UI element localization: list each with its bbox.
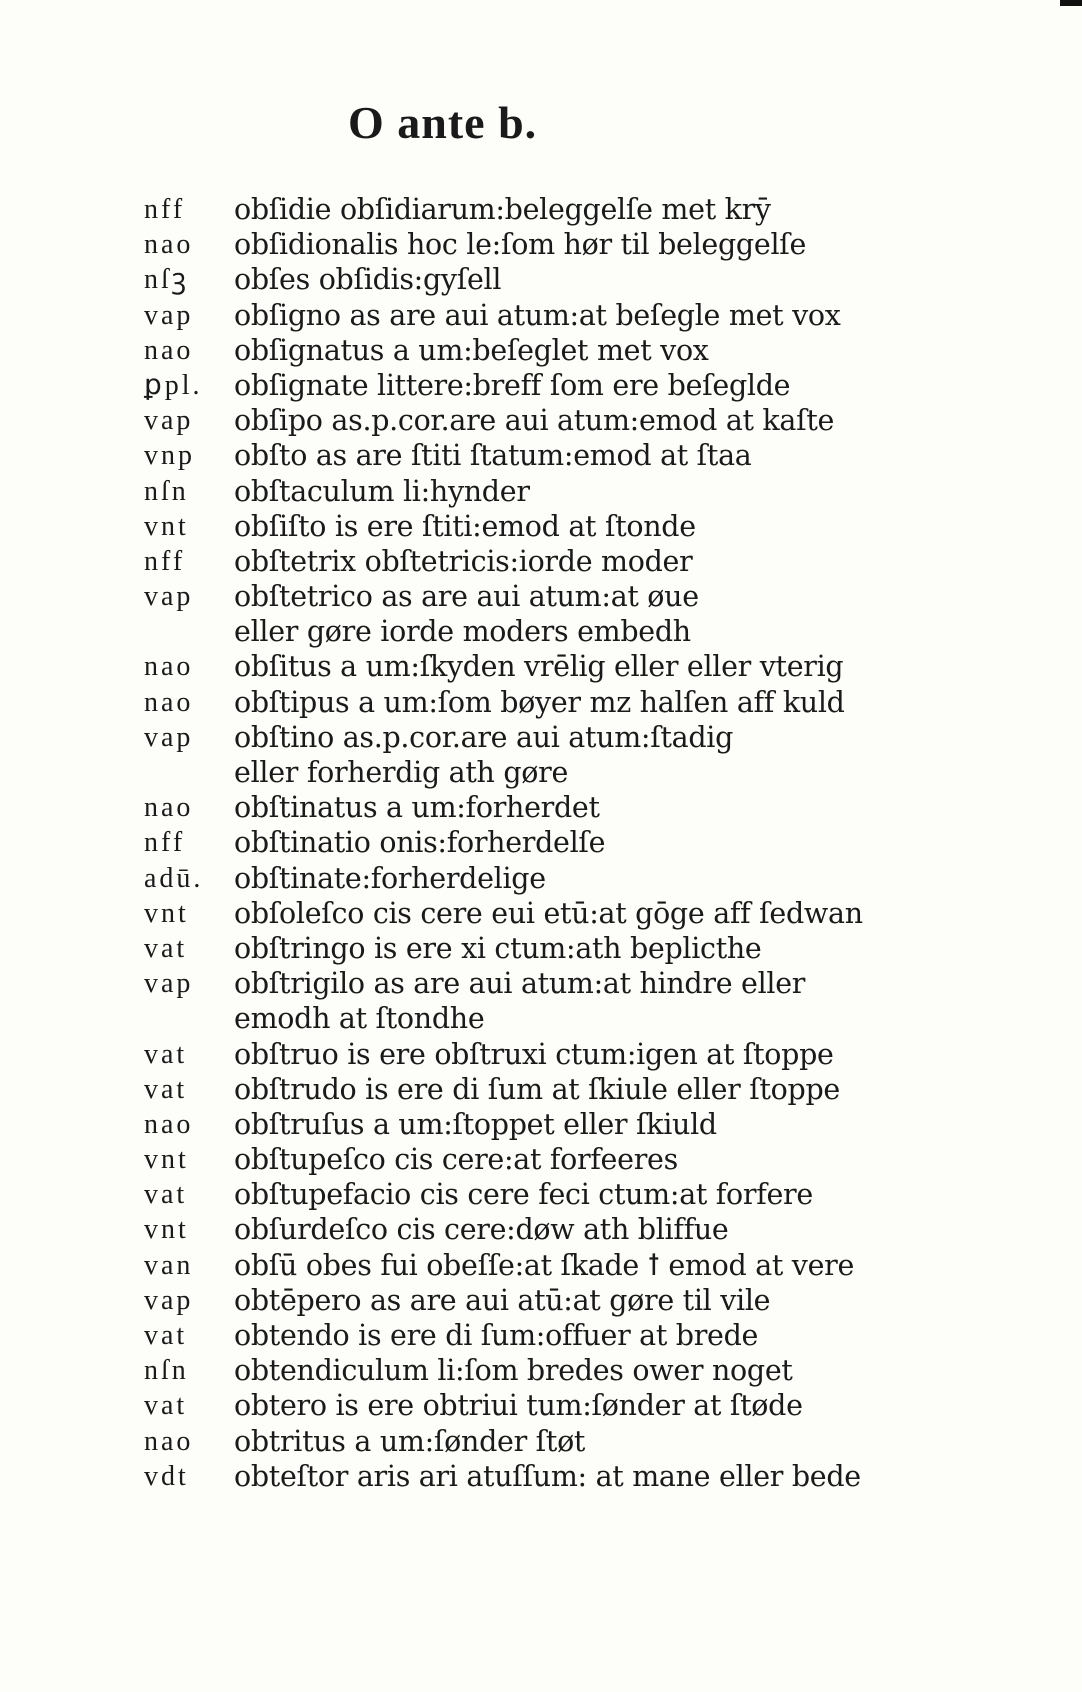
dictionary-entry: [0, 1424, 1082, 1459]
entry-text: obſes obſidis:gyſell: [234, 263, 502, 297]
dictionary-entry: [0, 262, 1082, 297]
grammar-code: nff: [144, 194, 186, 225]
dictionary-entry: [0, 1177, 1082, 1212]
dictionary-entry: [0, 685, 1082, 720]
dictionary-entry: [0, 1142, 1082, 1177]
dictionary-entry: [0, 1318, 1082, 1353]
grammar-code: nſꝫ: [144, 264, 190, 296]
entry-text: obſignate littere:breff ſom ere beſeglde: [234, 368, 791, 402]
grammar-code: vnt: [144, 1214, 189, 1246]
entry-text: obtēpero as are aui atū:at gøre til vile: [234, 1283, 771, 1317]
entry-line: [0, 403, 1082, 438]
entry-line: [0, 1283, 1082, 1318]
entry-line: [0, 1459, 1082, 1494]
entry-text: obſtino as.p.cor.are aui atum:ſtadig: [234, 720, 734, 754]
entry-line: [0, 1424, 1082, 1459]
grammar-code: vap: [144, 968, 194, 1000]
grammar-code: nao: [144, 334, 194, 366]
entry-text: obſtrigilo as are aui atum:at hindre eller: [234, 967, 806, 1001]
grammar-code: vap: [144, 581, 194, 613]
entry-text: obſurdeſco cis cere:døw ath bliffue: [234, 1213, 729, 1247]
dictionary-entry: [0, 298, 1082, 333]
entry-text: obſoleſco cis cere eui etū:at gōge aff ſedwan: [234, 896, 863, 930]
grammar-code: vat: [144, 1038, 188, 1070]
grammar-code: vat: [144, 1073, 188, 1105]
dictionary-entry: [0, 1248, 1082, 1283]
entry-text: obſtinatus a um:forherdet: [234, 791, 600, 825]
entry-line: [0, 368, 1082, 403]
entry-line: [0, 298, 1082, 333]
entry-text: obtendiculum li:ſom bredes ower noget: [234, 1354, 793, 1388]
entry-text: obtero is ere obtriui tum:ſønder at ſtøde: [234, 1389, 803, 1423]
entry-line: [0, 790, 1082, 825]
entry-text: obteſtor aris ari atuſſum: at mane eller bede: [234, 1459, 861, 1493]
page-title: O ante b.: [348, 97, 538, 148]
entry-text: obſigno as are aui atum:at beſegle met vox: [234, 298, 841, 332]
entry-line: [0, 579, 1082, 614]
entry-text: obſtinate:forherdelige: [234, 861, 546, 895]
entry-line: [0, 1248, 1082, 1283]
entry-text: obſtruo is ere obſtruxi ctum:igen at ſtoppe: [234, 1037, 834, 1071]
entry-text: obſtetrico as are aui atum:at øue: [234, 580, 699, 614]
entry-line: [0, 227, 1082, 262]
dictionary-entry: [0, 790, 1082, 825]
entry-text: obſtupefacio cis cere feci ctum:at forfere: [234, 1178, 813, 1212]
entry-line: [0, 649, 1082, 684]
dictionary-entry: [0, 509, 1082, 544]
grammar-code: vat: [144, 1179, 188, 1211]
entry-line: [0, 685, 1082, 720]
entry-line: [0, 509, 1082, 544]
entry-text: obſtringo is ere xi ctum:ath beplicthe: [234, 931, 762, 965]
entry-text: obſitus a um:ſkyden vrēlig eller eller vterig: [234, 650, 844, 684]
entry-text: obtritus a um:ſønder ſtøt: [234, 1424, 586, 1458]
entry-text: obſtipus a um:ſom bøyer mz halſen aff kuld: [234, 685, 845, 719]
grammar-code: nao: [144, 651, 194, 683]
entry-line: [0, 1142, 1082, 1177]
entry-text: obſtupeſco cis cere:at forfeeres: [234, 1143, 678, 1177]
entry-line: [0, 931, 1082, 966]
entry-line: [0, 333, 1082, 368]
dictionary-entry: [0, 227, 1082, 262]
entry-text: obſiſto is ere ſtiti:emod at ſtonde: [234, 509, 696, 543]
entry-text: obſidie obſidiarum:beleggelſe met krȳ: [234, 193, 771, 226]
entry-line: [0, 1177, 1082, 1212]
entry-line: [0, 438, 1082, 473]
dictionary-entry: [0, 966, 1082, 1036]
grammar-code: vnt: [144, 510, 189, 542]
entry-continuation-line: [0, 614, 1082, 649]
dictionary-entry: [0, 1353, 1082, 1388]
entry-line: [0, 1353, 1082, 1388]
grammar-code: nao: [144, 1425, 194, 1457]
grammar-code: nſn: [144, 1355, 189, 1387]
dictionary-entry: [0, 649, 1082, 684]
entry-line: [0, 262, 1082, 297]
grammar-code: nao: [144, 229, 194, 261]
dictionary-entry: [0, 544, 1082, 579]
dictionary-entries: [0, 192, 1082, 1494]
grammar-code: vdt: [144, 1460, 189, 1492]
entry-line: [0, 1107, 1082, 1142]
entry-line: [0, 192, 1082, 227]
entry-text: obtendo is ere di ſum:offuer at brede: [234, 1319, 759, 1352]
entry-line: [0, 966, 1082, 1001]
entry-text: obſtaculum li:hynder: [234, 474, 530, 508]
entry-text: obſto as are ſtiti ſtatum:emod at ſtaa: [234, 439, 752, 473]
entry-text: obſignatus a um:beſeglet met vox: [234, 333, 709, 367]
entry-line: [0, 1037, 1082, 1072]
entry-continuation-text: emodh at ſtondhe: [234, 1002, 485, 1036]
dictionary-entry: [0, 1107, 1082, 1142]
dictionary-entry: [0, 368, 1082, 403]
dictionary-entry: [0, 825, 1082, 860]
grammar-code: ꝑpl.: [144, 369, 203, 401]
entry-text: obſtruſus a um:ſtoppet eller ſkiuld: [234, 1107, 717, 1141]
dictionary-entry: [0, 1212, 1082, 1247]
dictionary-entry: [0, 474, 1082, 509]
entry-text: obſidionalis hoc le:ſom hør til beleggelſe: [234, 228, 807, 262]
corner-mark: [1060, 0, 1082, 6]
dictionary-entry: [0, 931, 1082, 966]
grammar-code: vap: [144, 1284, 194, 1316]
entry-line: [0, 1388, 1082, 1423]
dictionary-entry: [0, 192, 1082, 227]
entry-text: obſipo as.p.cor.are aui atum:emod at kaſte: [234, 404, 835, 438]
entry-continuation-line: [0, 1001, 1082, 1036]
grammar-code: vap: [144, 405, 194, 437]
grammar-code: nſn: [144, 475, 189, 507]
dictionary-entry: [0, 1388, 1082, 1423]
dictionary-entry: [0, 403, 1082, 438]
grammar-code: nao: [144, 686, 194, 718]
grammar-code: nao: [144, 1108, 194, 1140]
entry-line: [0, 474, 1082, 509]
dictionary-entry: [0, 720, 1082, 790]
entry-line: [0, 1072, 1082, 1107]
grammar-code: van: [144, 1249, 194, 1281]
entry-line: [0, 1212, 1082, 1247]
entry-continuation-text: eller forherdig ath gøre: [234, 756, 569, 789]
entry-text: obſū obes fui obeſſe:at ſkade ꝉ emod at vere: [234, 1248, 855, 1282]
grammar-code: vap: [144, 299, 194, 331]
dictionary-entry: [0, 438, 1082, 473]
grammar-code: vap: [144, 721, 194, 753]
entry-line: [0, 1318, 1082, 1353]
entry-text: obſtetrix obſtetricis:iorde moder: [234, 544, 693, 578]
dictionary-entry: [0, 1072, 1082, 1107]
dictionary-entry: [0, 861, 1082, 896]
dictionary-entry: [0, 333, 1082, 368]
entry-continuation-text: eller gøre iorde moders embedh: [234, 615, 691, 649]
dictionary-entry: [0, 1283, 1082, 1318]
grammar-code: vnt: [144, 897, 189, 929]
grammar-code: nff: [144, 827, 186, 859]
entry-text: obſtinatio onis:forherdelſe: [234, 826, 606, 860]
entry-line: [0, 825, 1082, 860]
dictionary-entry: [0, 896, 1082, 931]
grammar-code: vat: [144, 1320, 188, 1351]
grammar-code: vnp: [144, 440, 195, 472]
dictionary-entry: [0, 1037, 1082, 1072]
dictionary-entry: [0, 1459, 1082, 1494]
entry-line: [0, 544, 1082, 579]
entry-line: [0, 896, 1082, 931]
grammar-code: nff: [144, 545, 186, 577]
entry-line: [0, 720, 1082, 755]
entry-text: obſtrudo is ere di ſum at ſkiule eller ſtoppe: [234, 1072, 840, 1106]
grammar-code: nao: [144, 792, 194, 824]
dictionary-entry: [0, 579, 1082, 649]
grammar-code: vnt: [144, 1144, 189, 1176]
grammar-code: adū.: [144, 862, 204, 894]
entry-line: [0, 861, 1082, 896]
entry-continuation-line: [0, 755, 1082, 790]
grammar-code: vat: [144, 1390, 188, 1422]
grammar-code: vat: [144, 932, 188, 964]
